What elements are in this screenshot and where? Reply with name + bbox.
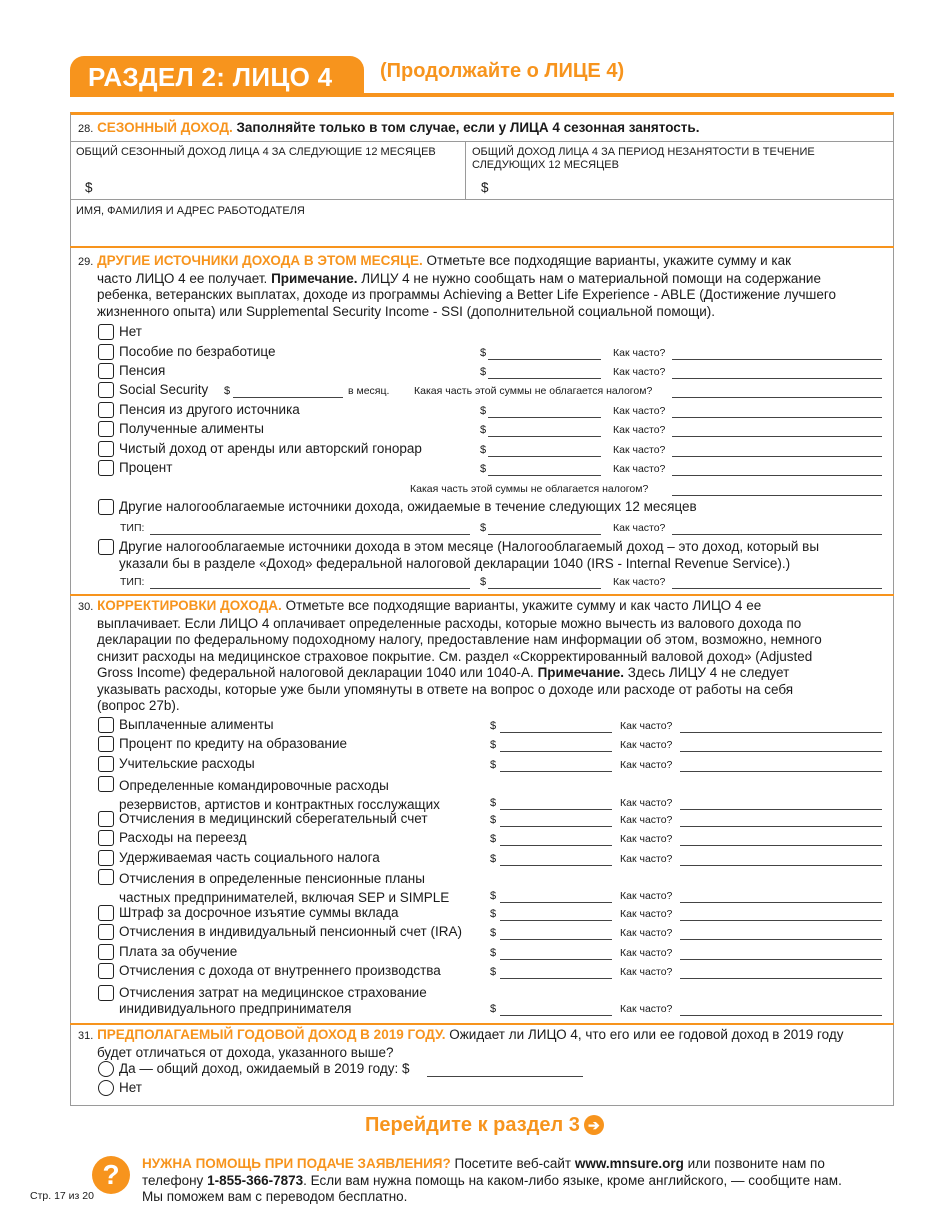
checkbox[interactable]	[98, 850, 114, 866]
adjustment-business-expenses[interactable]: Определенные командировочные расходы резервистов, артистов и контрактных госслужащих $ Как часто?	[98, 774, 892, 810]
help-phone[interactable]: 1-855-366-7873	[207, 1172, 304, 1188]
q29-heading: 29. ДРУГИЕ ИСТОЧНИКИ ДОХОДА В ЭТОМ МЕСЯЦЕ. Отметьте все подходящие варианты, укажите сумму и как часто ЛИЦО 4 ее получает. Примечание. ЛИЦУ 4 не нужно сообщать нам о материальной помощи на содержание ребенка, ветеранских выплатах, доходе из программы Achieving a Better Life Experience - ABLE (Достижение лучшего жизненного опыта) или Supplemental Security Income - SSI (дополнительной социальной помощи).	[78, 253, 837, 319]
adjustment-alimony-paid[interactable]: Выплаченные алименты $ Как часто?	[98, 715, 892, 735]
amount-input[interactable]	[488, 456, 601, 457]
help-text: НУЖНА ПОМОЩЬ ПРИ ПОДАЧЕ ЗАЯВЛЕНИЯ? Посетите веб-сайт www.mnsure.org или позвоните нам по телефону 1-855-366-7873. Если вам нужна помощь на каком-либо языке, кроме английского, — сообщите нам. Мы поможем вам с переводом бесплатно.	[142, 1156, 842, 1204]
goto-section-3-link[interactable]: Перейдите к раздел 3 ➔	[365, 1114, 604, 1137]
frequency-input[interactable]	[680, 751, 882, 752]
checkbox[interactable]	[98, 924, 114, 940]
checkbox[interactable]	[98, 756, 114, 772]
amount-input[interactable]	[500, 920, 612, 921]
question-mark-icon: ?	[92, 1156, 130, 1194]
adjustment-hsa[interactable]: Отчисления в медицинский сберегательный счет $ Как часто?	[98, 809, 892, 829]
income-option-alimony-received[interactable]: Полученные алименты $ Как часто?	[98, 419, 892, 439]
q28-col-divider	[465, 141, 466, 199]
checkbox[interactable]	[98, 736, 114, 752]
frequency-input[interactable]	[680, 978, 882, 979]
unemployed-income-label: ОБЩИЙ ДОХОД ЛИЦА 4 ЗА ПЕРИОД НЕЗАНЯТОСТИ В ТЕЧЕНИЕ СЛЕДУЮЩИХ 12 МЕСЯЦЕВ	[472, 146, 815, 171]
income-option-rental[interactable]: Чистый доход от аренды или авторский гонорар $ Как часто?	[98, 439, 892, 459]
radio-button[interactable]	[98, 1080, 114, 1096]
amount-input[interactable]	[488, 417, 601, 418]
amount-input[interactable]	[500, 978, 612, 979]
amount-input[interactable]	[488, 588, 601, 589]
section-divider-30	[70, 594, 894, 596]
frequency-input[interactable]	[680, 939, 882, 940]
adjustment-student-loan-interest[interactable]: Процент по кредиту на образование $ Как часто?	[98, 734, 892, 754]
radio-button[interactable]	[98, 1061, 114, 1077]
adjustment-domestic-production[interactable]: Отчисления с дохода от внутреннего производства $ Как часто?	[98, 961, 892, 981]
nontaxable-input[interactable]	[672, 495, 882, 496]
income-option-interest[interactable]: Процент $ Как часто?	[98, 458, 892, 478]
section-tab	[70, 56, 364, 96]
amount-input[interactable]	[233, 397, 343, 398]
amount-input[interactable]	[500, 771, 612, 772]
frequency-input[interactable]	[672, 475, 882, 476]
section-divider-31	[70, 1023, 894, 1025]
adjustment-self-employment-tax[interactable]: Удерживаемая часть социального налога $ Как часто?	[98, 848, 892, 868]
frequency-input[interactable]	[672, 359, 882, 360]
checkbox[interactable]	[98, 421, 114, 437]
amount-input[interactable]	[500, 939, 612, 940]
continue-note: (Продолжайте о ЛИЦЕ 4)	[380, 60, 625, 82]
checkbox[interactable]	[98, 460, 114, 476]
annual-income-no[interactable]: Нет	[98, 1078, 892, 1098]
income-option-other-this-month[interactable]: Другие налогооблагаемые источники дохода в этом месяце (Налогооблагаемый доход – это доход, который вы указали бы в разделе «Доход» федеральной налоговой декларации 1040 (IRS - Internal Revenue Service).)	[98, 537, 892, 573]
type-input[interactable]	[150, 534, 470, 535]
income-option-none[interactable]: Нет	[98, 322, 892, 342]
income-option-other-12-months[interactable]: Другие налогооблагаемые источники дохода, ожидаемые в течение следующих 12 месяцев	[98, 497, 892, 517]
seasonal-total-label: ОБЩИЙ СЕЗОННЫЙ ДОХОД ЛИЦА 4 ЗА СЛЕДУЮЩИЕ 12 МЕСЯЦЕВ	[76, 146, 436, 158]
section-divider-29	[70, 246, 894, 248]
seasonal-total-dollar: $	[85, 180, 93, 195]
checkbox[interactable]	[98, 363, 114, 379]
page-number: Стр. 17 из 20	[30, 1190, 94, 1202]
amount-input[interactable]	[500, 732, 612, 733]
other-this-month-details: ТИП: $ Как часто?	[98, 571, 892, 591]
amount-input[interactable]	[488, 378, 601, 379]
amount-input[interactable]	[500, 826, 612, 827]
type-input[interactable]	[150, 588, 470, 589]
income-option-other-pension[interactable]: Пенсия из другого источника $ Как часто?	[98, 400, 892, 420]
checkbox[interactable]	[98, 944, 114, 960]
employer-label: ИМЯ, ФАМИЛИЯ И АДРЕС РАБОТОДАТЕЛЯ	[76, 205, 305, 217]
adjustment-early-withdrawal[interactable]: Штраф за досрочное изъятие суммы вклада $ Как часто?	[98, 903, 892, 923]
checkbox[interactable]	[98, 717, 114, 733]
checkbox[interactable]	[98, 830, 114, 846]
other-12-months-details: ТИП: $ Как часто?	[98, 517, 892, 537]
help-website-link[interactable]: www.mnsure.org	[574, 1156, 684, 1171]
seasonal-total-input[interactable]	[95, 160, 455, 196]
income-option-pension[interactable]: Пенсия $ Как часто?	[98, 361, 892, 381]
frequency-input[interactable]	[680, 959, 882, 960]
amount-input[interactable]	[500, 959, 612, 960]
frequency-input[interactable]	[680, 771, 882, 772]
checkbox[interactable]	[98, 441, 114, 457]
expected-income-input[interactable]	[427, 1076, 583, 1077]
checkbox[interactable]	[98, 499, 114, 515]
checkbox[interactable]	[98, 776, 114, 792]
q31-heading: 31. ПРЕДПОЛАГАЕМЫЙ ГОДОВОЙ ДОХОД В 2019 ГОДУ. Ожидает ли ЛИЦО 4, что его или ее годовой доход в 2019 году будет отличаться от дохода, указанного выше?	[78, 1027, 844, 1060]
frequency-input[interactable]	[680, 920, 882, 921]
frequency-input[interactable]	[680, 826, 882, 827]
frequency-input[interactable]	[680, 845, 882, 846]
checkbox[interactable]	[98, 402, 114, 418]
amount-input[interactable]	[500, 1015, 612, 1016]
amount-input[interactable]	[500, 865, 612, 866]
frequency-input[interactable]	[672, 456, 882, 457]
checkbox[interactable]	[98, 539, 114, 555]
frequency-input[interactable]	[672, 378, 882, 379]
checkbox[interactable]	[98, 344, 114, 360]
frequency-input[interactable]	[672, 417, 882, 418]
q30-heading: 30. КОРРЕКТИРОВКИ ДОХОДА. Отметьте все подходящие варианты, укажите сумму и как часто ЛИЦО 4 ее выплачивает. Если ЛИЦО 4 оплачивает определенные расходы, которые можно вычесть из валового дохода по декларации по федеральному подоходному налогу, предоставление нам информации об этом, возможно, немного снизит расходы на медицинское страховое покрытие. См. раздел «Скорректированный валовой доход» (Adjusted Gross Income) федеральной налоговой декларации 1040 или 1040-A. Примечание. Здесь ЛИЦУ 4 не следует указывать расходы, которые уже были упомянуты в ответе на вопрос о доходе или расходе от работы на себя (вопрос 27b).	[78, 598, 822, 713]
checkbox[interactable]	[98, 382, 114, 398]
checkbox[interactable]	[98, 324, 114, 340]
unemployed-income-dollar: $	[481, 180, 489, 195]
frequency-input[interactable]	[672, 436, 882, 437]
interest-nontaxable-row: Какая часть этой суммы не облагается налогом?	[98, 478, 892, 498]
frequency-input[interactable]	[672, 534, 882, 535]
amount-input[interactable]	[488, 534, 601, 535]
checkbox[interactable]	[98, 905, 114, 921]
annual-income-yes[interactable]: Да — общий доход, ожидаемый в 2019 году: $	[98, 1059, 892, 1079]
q28-rule-2	[70, 199, 894, 200]
amount-input[interactable]	[488, 475, 601, 476]
frequency-input[interactable]	[680, 1015, 882, 1016]
unemployed-income-input[interactable]	[492, 172, 882, 196]
q28-heading: 28. СЕЗОННЫЙ ДОХОД. Заполняйте только в том случае, если у ЛИЦА 4 сезонная занятость.	[78, 120, 700, 135]
frequency-input[interactable]	[680, 732, 882, 733]
adjustment-ira[interactable]: Отчисления в индивидуальный пенсионный счет (IRA) $ Как часто?	[98, 922, 892, 942]
adjustment-moving-expenses[interactable]: Расходы на переезд $ Как часто?	[98, 828, 892, 848]
nontaxable-input[interactable]	[672, 397, 882, 398]
adjustment-retirement-plans[interactable]: Отчисления в определенные пенсионные планы частных предпринимателей, включая SEP и SIMPLE $ Как часто?	[98, 867, 892, 903]
adjustment-self-employed-health[interactable]: Отчисления затрат на медицинское страхование инидивидуального предпринимателя $ Как часто?	[98, 983, 892, 1019]
adjustment-educator-expenses[interactable]: Учительские расходы $ Как часто?	[98, 754, 892, 774]
amount-input[interactable]	[500, 845, 612, 846]
amount-input[interactable]	[488, 436, 601, 437]
header-rule	[70, 93, 894, 97]
section-title: РАЗДЕЛ 2: ЛИЦО 4	[88, 62, 333, 92]
amount-input[interactable]	[500, 751, 612, 752]
adjustment-tuition[interactable]: Плата за обучение $ Как часто?	[98, 942, 892, 962]
checkbox[interactable]	[98, 811, 114, 827]
income-option-unemployment[interactable]: Пособие по безработице $ Как часто?	[98, 342, 892, 362]
checkbox[interactable]	[98, 963, 114, 979]
checkbox[interactable]	[98, 985, 114, 1001]
checkbox[interactable]	[98, 869, 114, 885]
arrow-right-icon: ➔	[584, 1115, 604, 1135]
q28-rule-1	[70, 141, 894, 142]
income-option-social-security[interactable]: Social Security $ в месяц. Какая часть этой суммы не облагается налогом?	[98, 380, 892, 400]
employer-input[interactable]	[76, 218, 886, 244]
frequency-input[interactable]	[680, 865, 882, 866]
frequency-input[interactable]	[672, 588, 882, 589]
amount-input[interactable]	[488, 359, 601, 360]
